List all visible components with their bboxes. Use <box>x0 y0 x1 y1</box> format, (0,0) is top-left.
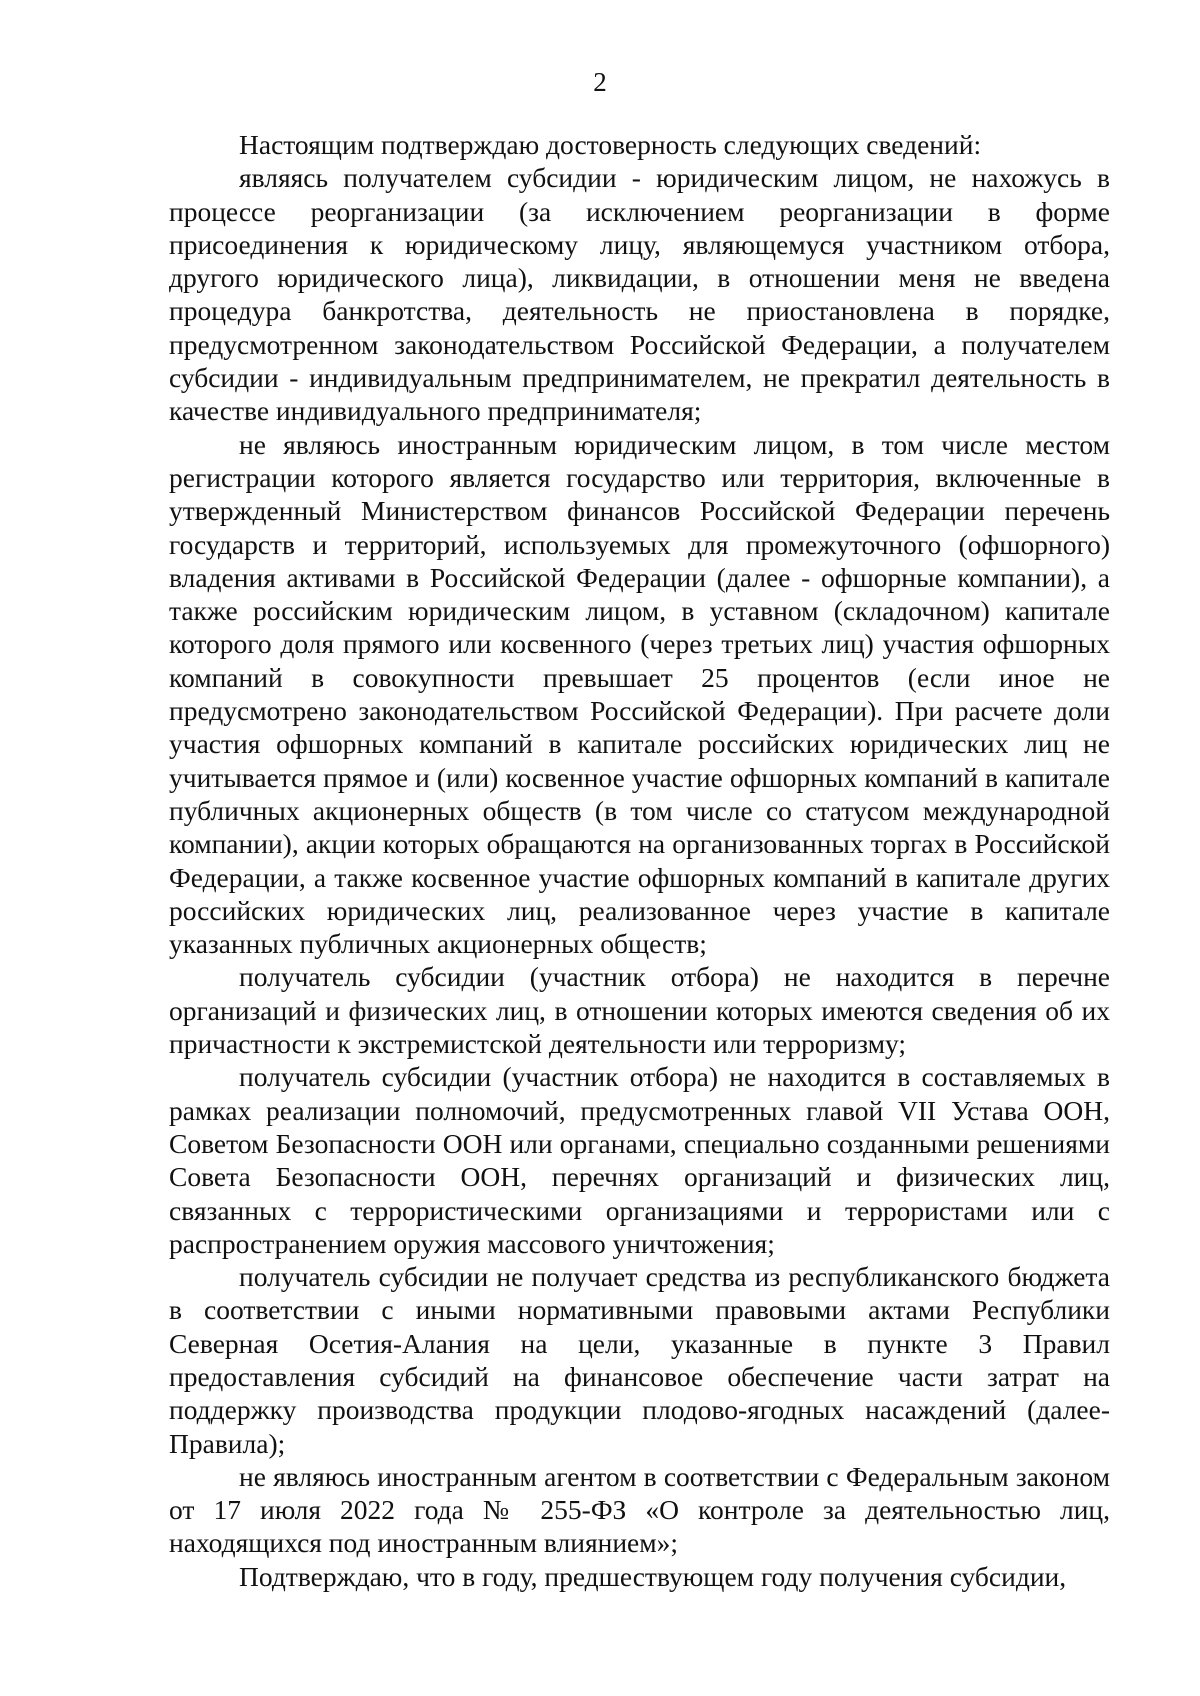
paragraph-offshore: не являюсь иностранным юридическим лицом, в том числе местом регистрации которого является государство или территория, включенные в утвержденный Министерством финансов Российской Федерации перечень государств и территорий, используемых для промежуточного (офшорного) владения активами в Российской Федерации (далее - офшорные компании), а также российским юридическим лицом, в уставном (складочном) капитале которого доля прямого или косвенного (через третьих лиц) участия офшорных компаний в совокупности превышает 25 процентов (если иное не предусмотрено законодательством Российской Федерации). При расчете доли участия офшорных компаний в капитале российских юридических лиц не учитывается прямое и (или) косвенное участие офшорных компаний в капитале публичных акционерных обществ (в том числе со статусом международной компании), акции которых обращаются на организованных торгах в Российской Федерации, а также косвенное участие офшорных компаний в капитале других российских юридических лиц, реализованное через участие в капитале указанных публичных акционерных обществ; <box>169 428 1110 960</box>
paragraph-reorganization: являясь получателем субсидии - юридическим лицом, не нахожусь в процессе реорганизации (за исключением реорганизации в форме присоединения к юридическому лицу, являющемуся участником отбора, другого юридического лица), ликвидации, в отношении меня не введена процедура банкротства, деятельность не приостановлена в порядке, предусмотренном законодательством Российской Федерации, а получателем субсидии - индивидуальным предпринимателем, не прекратил деятельность в качестве индивидуального предпринимателя; <box>169 162 1110 427</box>
paragraph-intro: Настоящим подтверждаю достоверность следующих сведений: <box>239 129 982 160</box>
paragraph-un-lists: получатель субсидии (участник отбора) не находится в составляемых в рамках реализации полномочий, предусмотренных главой VII Устава ООН, Советом Безопасности ООН или органами, специально созданными решениями Совета Безопасности ООН, перечнях организаций и физических лиц, связанных с террористическими организациями и террористами или с распространением оружия массового уничтожения; <box>169 1061 1110 1259</box>
page-number: 2 <box>593 67 607 97</box>
paragraph-budget-funds: получатель субсидии не получает средства из республиканского бюджета в соответствии с иными нормативными правовыми актами Республики Северная Осетия-Алания на цели, указанные в пункте 3 Правил предоставления субсидий на финансовое обеспечение части затрат на поддержку производства продукции плодово-ягодных насаждений (далее-Правила); <box>169 1261 1110 1459</box>
paragraph-confirmation: Подтверждаю, что в году, предшествующем году получения субсидии, <box>239 1560 1067 1592</box>
document-body <box>169 128 1110 1593</box>
paragraph-extremism-list: получатель субсидии (участник отбора) не находится в перечне организаций и физических лиц, в отношении которых имеются сведения об их причастности к экстремистской деятельности или терроризму; <box>169 961 1110 1060</box>
paragraph-foreign-agent: не являюсь иностранным агентом в соответствии с Федеральным законом от 17 июля 2022 года № 255-ФЗ «О контроле за деятельностью лиц, находящихся под иностранным влиянием»; <box>169 1460 1110 1559</box>
